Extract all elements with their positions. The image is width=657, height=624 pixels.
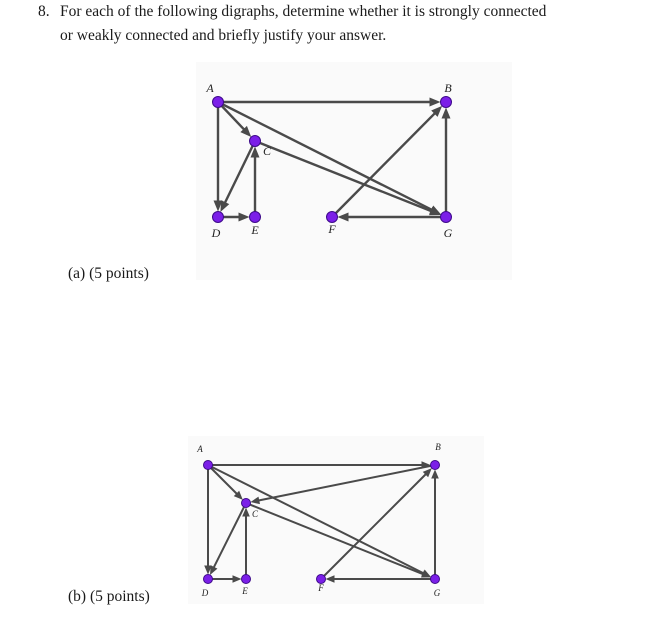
node-E: [242, 575, 251, 584]
node-label-A: A: [197, 444, 203, 454]
node-D: [204, 575, 213, 584]
edge-A-B: [218, 98, 441, 107]
question-number: 8.: [38, 3, 50, 20]
arrowhead-icon: [326, 575, 335, 583]
edge-A-C: [218, 102, 251, 137]
node-E: [250, 212, 261, 223]
node-label-F: F: [328, 222, 336, 236]
node-label-G: G: [443, 226, 453, 240]
node-label-D: D: [201, 588, 209, 598]
edge-G-F: [326, 575, 436, 583]
edge-G-B: [431, 470, 439, 580]
node-G: [431, 575, 440, 584]
edge-line-C-G: [255, 141, 433, 212]
edge-F-B: [332, 106, 442, 217]
question-line-2: or weakly connected and briefly justify your answer.: [60, 27, 387, 44]
edge-E-C: [251, 147, 260, 218]
digraph-a-canvas: [196, 62, 512, 280]
edge-B-C: [250, 465, 435, 504]
edge-line-A-G: [218, 102, 433, 210]
edge-G-B: [442, 108, 451, 218]
node-D: [213, 212, 224, 223]
edge-line-F-B: [321, 473, 427, 579]
node-B: [441, 97, 452, 108]
digraph-a: [196, 62, 512, 280]
edge-C-D: [220, 141, 255, 212]
node-A: [213, 97, 224, 108]
node-C: [250, 136, 261, 147]
arrowhead-icon: [233, 575, 242, 583]
node-label-E: E: [251, 223, 259, 237]
question-line-1: [38, 0, 638, 24]
node-label-B: B: [435, 442, 441, 452]
edge-A-D: [204, 465, 212, 575]
node-B: [431, 461, 440, 470]
arrowhead-icon: [430, 98, 441, 107]
arrowhead-icon: [338, 213, 349, 222]
digraph-b: [188, 436, 484, 604]
edge-line-A-G: [208, 465, 425, 574]
question-line-1-text: For each of the following digraphs, determine whether it is strongly connected: [60, 3, 547, 20]
node-label-A: A: [206, 81, 214, 95]
edge-A-C: [208, 465, 243, 500]
node-A: [204, 461, 213, 470]
arrowhead-icon: [239, 213, 250, 222]
digraph-b-canvas: [188, 436, 484, 604]
part-b-label: (b) (5 points): [68, 588, 150, 605]
node-label-C: C: [262, 144, 272, 158]
edge-C-G: [255, 141, 441, 215]
node-label-F: F: [318, 583, 324, 593]
edge-A-G: [218, 102, 441, 215]
node-C: [242, 499, 251, 508]
arrowhead-icon: [442, 108, 451, 119]
node-label-E: E: [242, 586, 248, 596]
edge-line-A-C: [208, 465, 238, 495]
edge-C-D: [210, 503, 246, 575]
edge-line-F-B: [332, 112, 436, 217]
node-label-C: C: [251, 509, 259, 519]
part-a-label: (a) (5 points): [68, 265, 149, 282]
edge-line-C-D: [213, 503, 246, 569]
edge-D-E: [208, 575, 242, 583]
edge-line-C-D: [224, 141, 255, 204]
edge-line-B-C: [257, 465, 435, 501]
arrowhead-icon: [250, 497, 260, 504]
edge-A-B: [208, 461, 431, 469]
question-text: [38, 0, 638, 48]
edge-E-C: [242, 508, 250, 580]
edge-A-D: [214, 102, 223, 212]
edge-A-G: [208, 465, 431, 577]
edge-C-G: [246, 503, 431, 577]
node-label-G: G: [433, 588, 441, 598]
node-F: [327, 212, 338, 223]
node-label-B: B: [444, 81, 452, 95]
node-label-D: D: [211, 226, 221, 240]
node-G: [441, 212, 452, 223]
arrowhead-icon: [431, 470, 439, 479]
